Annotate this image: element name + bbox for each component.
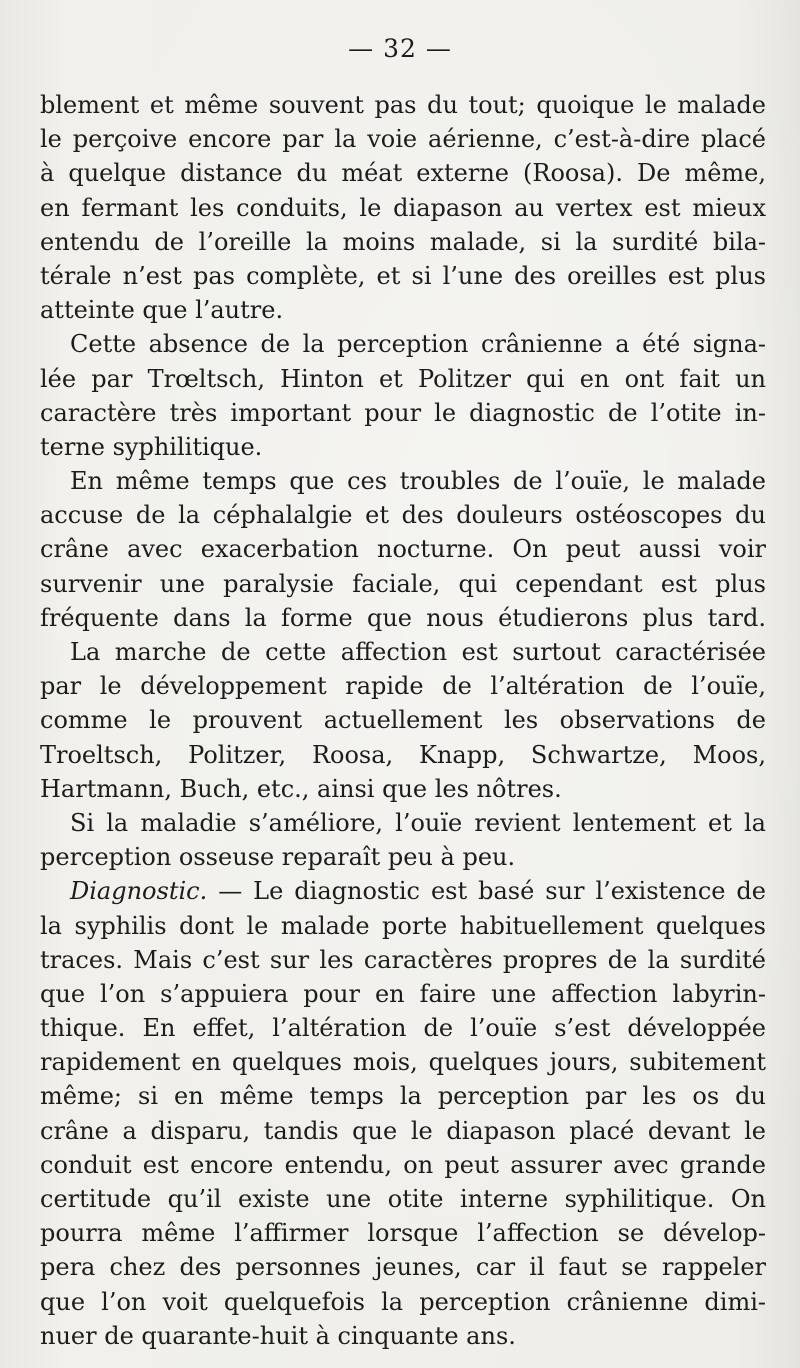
text-line [40, 840, 766, 874]
text-line [40, 635, 766, 669]
text-line [40, 122, 766, 156]
text-line [40, 909, 766, 943]
text-line [40, 464, 766, 498]
text-line [40, 1011, 766, 1045]
text-line [40, 1148, 766, 1182]
line-text: crâne a disparu, tandis que le diapason placé devant le [40, 1116, 766, 1145]
line-text: à quelque distance du méat externe (Roosa). De même, [40, 159, 766, 188]
text-line [40, 362, 766, 396]
text-line [40, 1079, 766, 1113]
text-line [40, 532, 766, 566]
page-number: — 32 — [348, 34, 452, 63]
text-line [40, 601, 766, 635]
line-text: pera chez des personnes jeunes, car il faut se rappeler [40, 1253, 766, 1282]
line-text: que l’on voit quelquefois la perception crânienne dimi- [40, 1287, 766, 1316]
line-text: En même temps que ces troubles de l’ouïe, le malade [70, 467, 766, 496]
text-line [40, 669, 766, 703]
body-text [40, 88, 766, 1353]
line-text: perception osseuse reparaît peu à peu. [40, 843, 516, 872]
text-line [40, 738, 766, 772]
text-line [40, 567, 766, 601]
line-text: atteinte que l’autre. [40, 296, 284, 325]
text-line [40, 88, 766, 122]
line-text: térale n’est pas complète, et si l’une des oreilles est plus [40, 261, 766, 290]
line-text: Troeltsch, Politzer, Roosa, Knapp, Schwartze, Moos, [40, 740, 766, 769]
text-line [40, 977, 766, 1011]
text-line [40, 1250, 766, 1284]
text-line [40, 1285, 766, 1319]
text-line [40, 772, 766, 806]
text-line [40, 327, 766, 361]
line-text: Hartmann, Buch, etc., ainsi que les nôtres. [40, 774, 562, 803]
line-text: Cette absence de la perception crânienne a été signa- [70, 330, 766, 359]
line-text: La marche de cette affection est surtout caractérisée [70, 638, 766, 666]
line-text: lée par Trœltsch, Hinton et Politzer qui en ont fait un [40, 364, 766, 393]
section-heading: Diagnostic. [70, 877, 208, 906]
line-text: certitude qu’il existe une otite interne syphilitique. On [40, 1185, 766, 1213]
line-text: comme le prouvent actuellement les observations de [40, 706, 766, 735]
line-text: Si la maladie s’améliore, l’ouïe revient lentement et la [70, 808, 766, 837]
text-line [40, 1182, 766, 1216]
line-text: par le développement rapide de l’altération de l’ouïe, [40, 672, 766, 701]
text-line [40, 1319, 766, 1353]
line-text: crâne avec exacerbation nocturne. On peut aussi voir [40, 535, 766, 564]
text-line [40, 703, 766, 737]
line-text: même; si en même temps la perception par les os du [40, 1082, 766, 1111]
text-line [40, 1114, 766, 1148]
line-text: terne syphilitique. [40, 432, 263, 461]
line-text: fréquente dans la forme que nous étudierons plus tard. [40, 603, 766, 632]
line-text: conduit est encore entendu, on peut assurer avec grande [40, 1150, 766, 1179]
line-text: blement et même souvent pas du tout; quoique le malade [40, 91, 766, 119]
text-line [40, 293, 766, 327]
line-text: thique. En effet, l’altération de l’ouïe s’est développée [40, 1014, 766, 1043]
line-text: — Le diagnostic est basé sur l’existence de [218, 877, 766, 906]
line-text: le perçoive encore par la voie aérienne, c’est-à-dire placé [40, 125, 766, 154]
text-line [40, 1045, 766, 1079]
text-line [40, 874, 766, 908]
line-text: nuer de quarante-huit à cinquante ans. [40, 1321, 516, 1350]
line-text: entendu de l’oreille la moins malade, si la surdité bila- [40, 227, 766, 256]
text-line [40, 1216, 766, 1250]
text-line [40, 498, 766, 532]
text-line [40, 806, 766, 840]
line-text: traces. Mais c’est sur les caractères propres de la surdité [40, 945, 766, 974]
line-text: rapidement en quelques mois, quelques jours, subitement [40, 1048, 766, 1077]
text-line [40, 156, 766, 190]
line-text: la syphilis dont le malade porte habituellement quelques [40, 911, 766, 940]
text-line [40, 259, 766, 293]
text-line [40, 191, 766, 225]
text-line [40, 943, 766, 977]
text-line [40, 225, 766, 259]
text-line [40, 396, 766, 430]
line-text: survenir une paralysie faciale, qui cependant est plus [40, 569, 766, 598]
line-text: pourra même l’affirmer lorsque l’affection se dévelop- [40, 1219, 766, 1248]
line-text: accuse de la céphalalgie et des douleurs ostéoscopes du [40, 501, 766, 530]
line-text: que l’on s’appuiera pour en faire une affection labyrin- [40, 979, 766, 1008]
line-text: en fermant les conduits, le diapason au vertex est mieux [40, 193, 766, 222]
line-text: caractère très important pour le diagnostic de l’otite in- [40, 398, 766, 427]
text-line [40, 430, 766, 464]
